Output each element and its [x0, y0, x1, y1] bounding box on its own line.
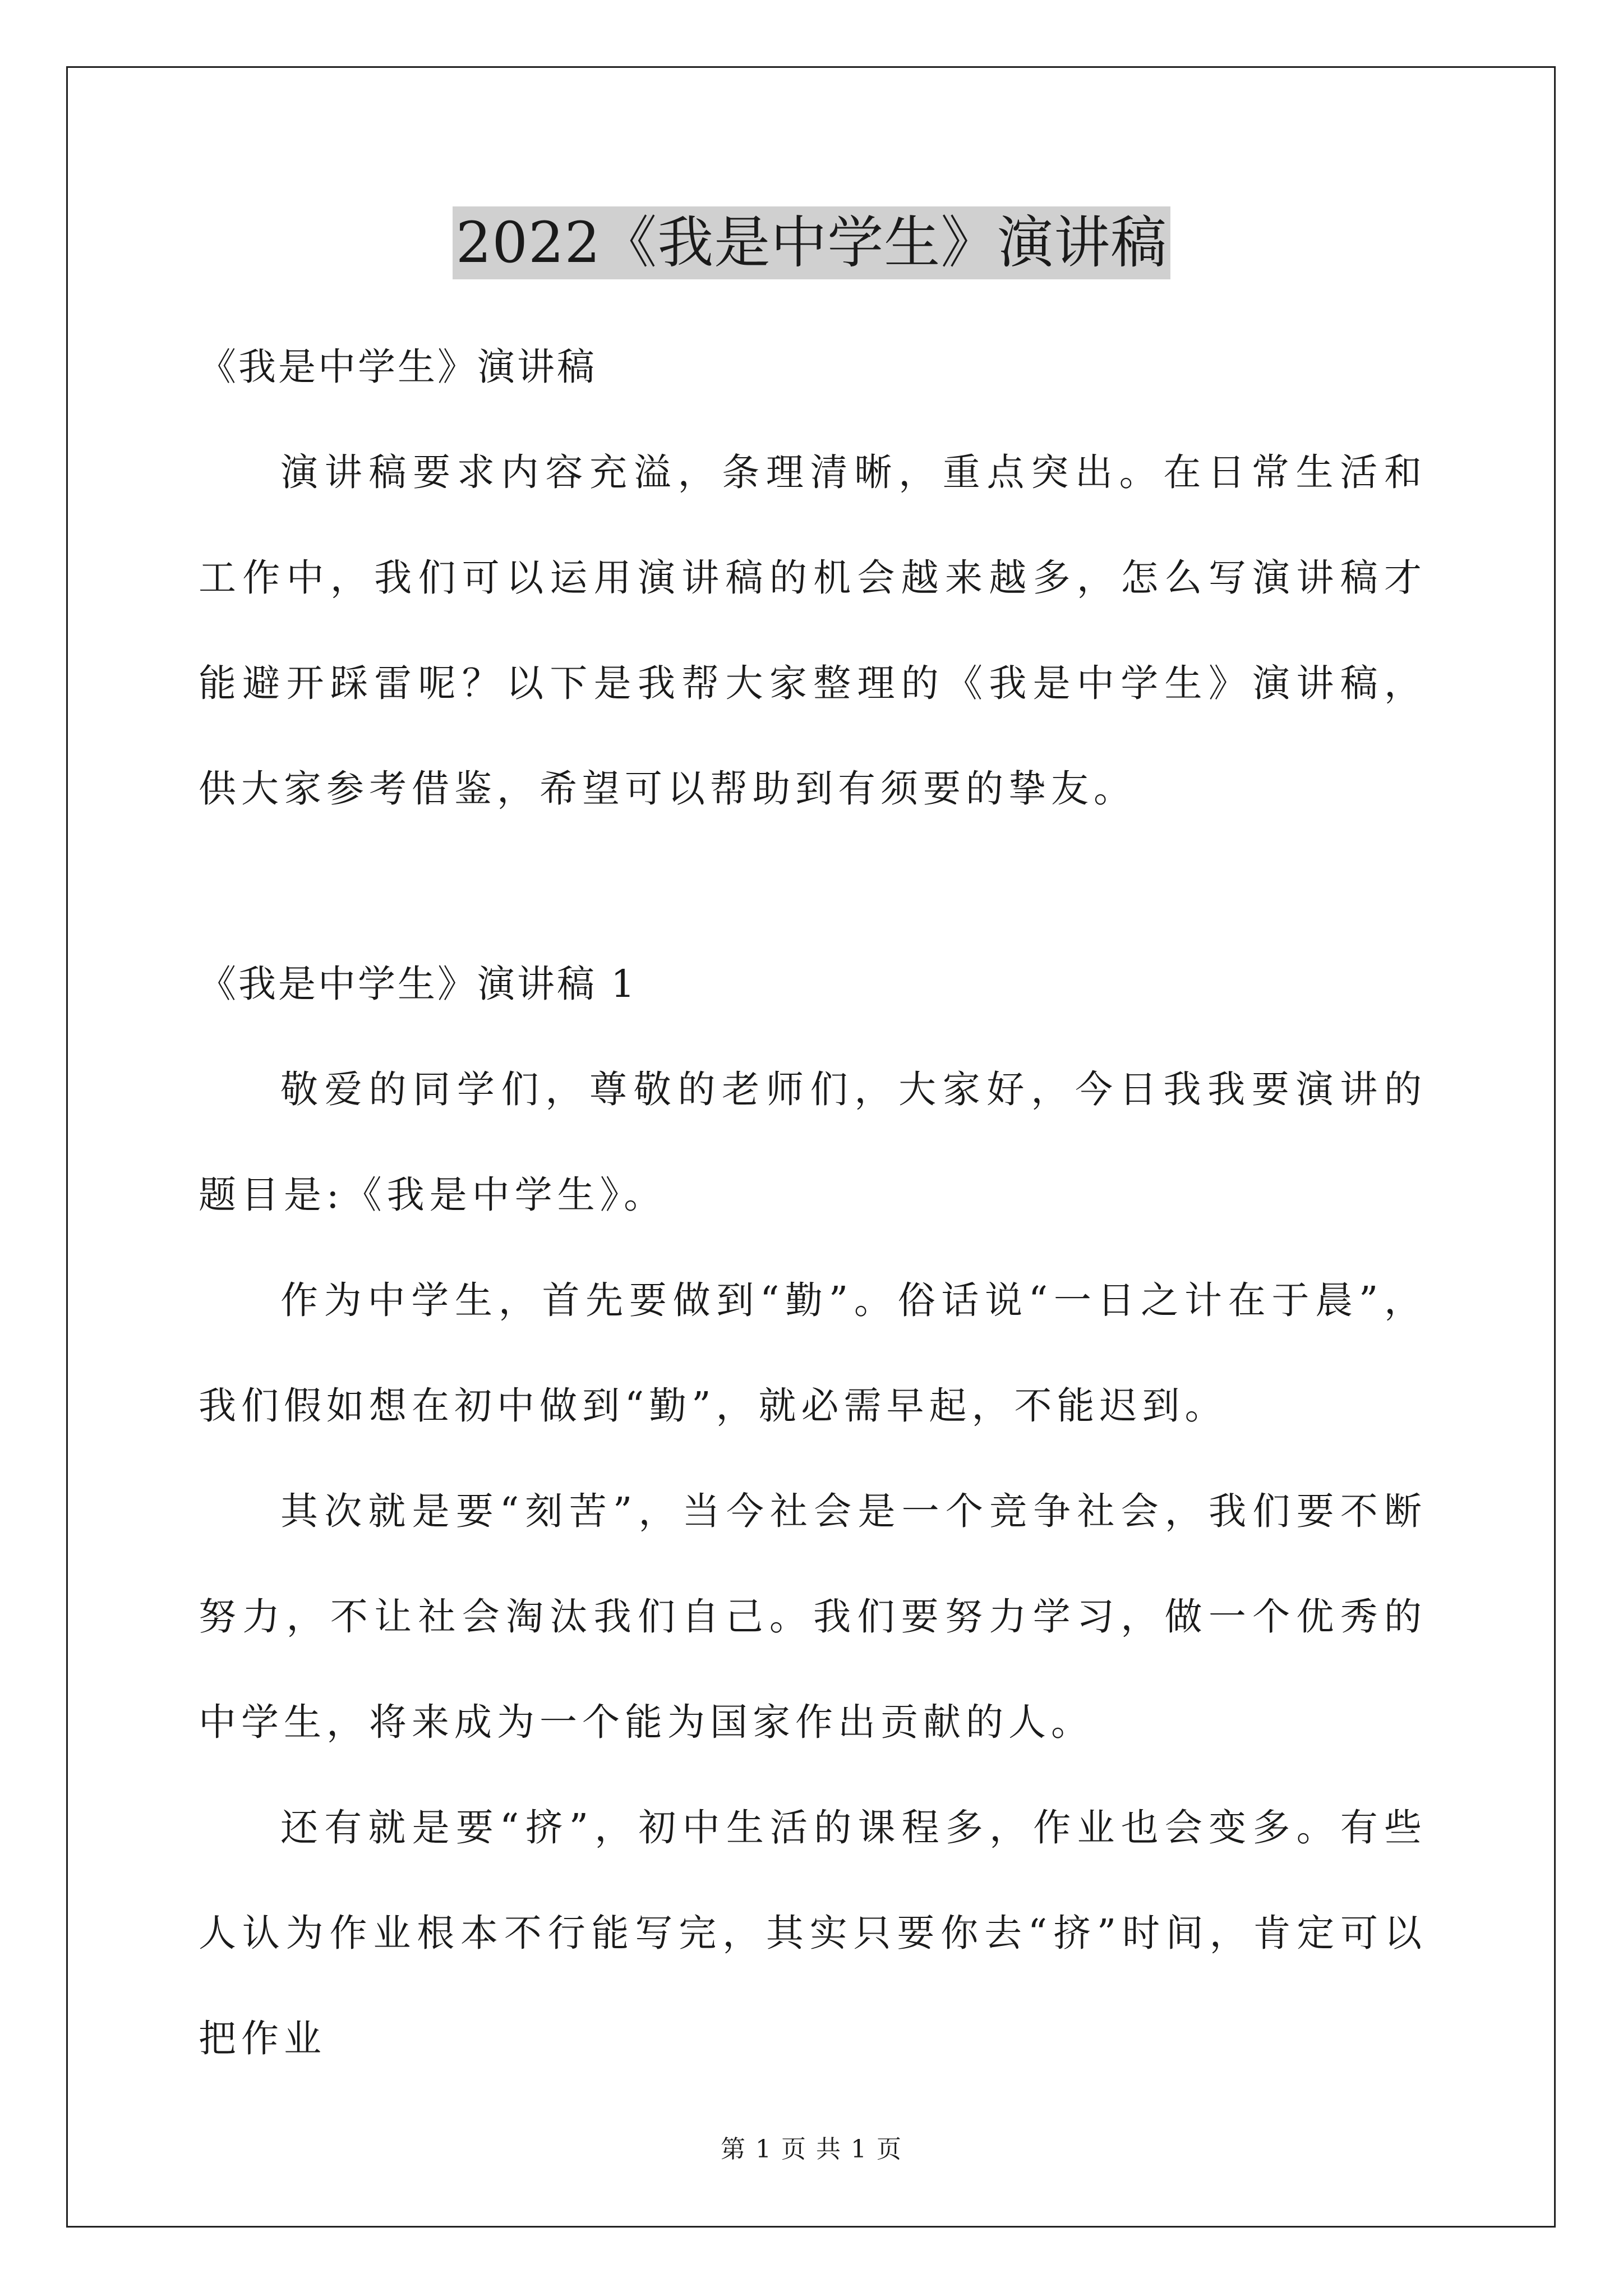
document-title: 2022《我是中学生》演讲稿: [453, 206, 1171, 279]
intro-section: [199, 314, 1427, 841]
paragraph: 作为中学生，首先要做到“勤”。俗话说“一日之计在于晨”，我们假如想在初中做到“勤”，就必需早起，不能迟到。: [199, 1278, 1427, 1428]
title-container: [0, 206, 1623, 279]
intro-paragraph: 演讲稿要求内容充溢，条理清晰，重点突出。在日常生活和工作中，我们可以运用演讲稿的机会越来越多，怎么写演讲稿才能避开踩雷呢？以下是我帮大家整理的《我是中学生》演讲稿，供大家参考借鉴，希望可以帮助到有须要的挚友。: [199, 450, 1427, 811]
intro-heading: 《我是中学生》演讲稿: [199, 345, 597, 389]
paragraph: 其次就是要“刻苦”，当今社会是一个竞争社会，我们要不断努力，不让社会淘汰我们自己。我们要努力学习，做一个优秀的中学生，将来成为一个能为国家作出贡献的人。: [199, 1489, 1427, 1744]
section-heading: 《我是中学生》演讲稿 1: [199, 962, 637, 1006]
speech-section-1: [199, 931, 1427, 2091]
page-footer: 第 1 页 共 1 页: [721, 2135, 902, 2164]
paragraph: 敬爱的同学们，尊敬的老师们，大家好，今日我我要演讲的题目是:《我是中学生》。: [199, 1068, 1427, 1217]
paragraph: 还有就是要“挤”，初中生活的课程多，作业也会变多。有些人认为作业根本不行能写完，其实只要你去“挤”时间，肯定可以把作业: [199, 1806, 1427, 2060]
